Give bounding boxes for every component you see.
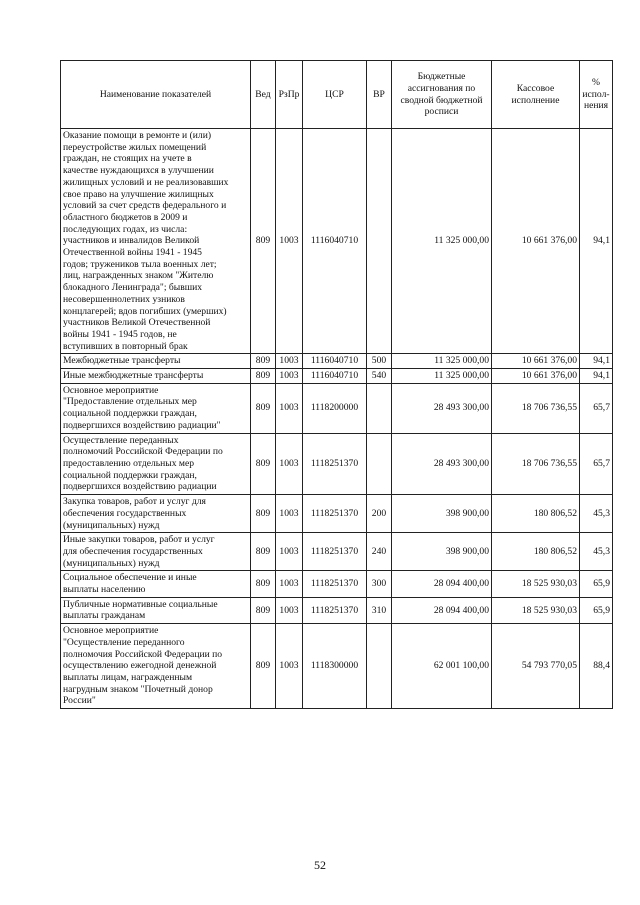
cell-pct: 88,4 [580,624,613,709]
table-row [61,571,613,597]
cell-rzpr: 1003 [276,369,303,384]
cell-ved: 809 [251,433,276,495]
header-pct: % испол-нения [580,61,613,129]
cell-cash: 180 806,52 [492,495,580,533]
cell-vr: 540 [367,369,392,384]
table-row [61,354,613,369]
cell-name: Основное мероприятие "Предоставление отдельных мер социальной поддержки граждан, подвергшихся воздействию радиации" [61,383,251,433]
cell-cash: 54 793 770,05 [492,624,580,709]
cell-name: Публичные нормативные социальные выплаты гражданам [61,597,251,623]
cell-name: Оказание помощи в ремонте и (или) переустройстве жилых помещений граждан, не стоящих на учете в качестве нуждающихся в улучшении жилищных условий и не реализовавших свое право на улучшение жилищных условий за счет средств федерального и областного бюджетов в 2009 и последующих годах, из числа: участников и инвалидов Великой Отечественной войны 1941 - 1945 годов; тружеников тыла военных лет; лиц, награжденных знаком "Жителю блокадного Ленинграда"; бывших несовершеннолетних узников концлагерей; вдов погибших (умерших) участников Великой Отечественной войны 1941 - 1945 годов, не вступивших в повторный брак [61,129,251,354]
table-row [61,597,613,623]
cell-cash: 18 525 930,03 [492,597,580,623]
cell-rzpr: 1003 [276,597,303,623]
cell-csr: 1118251370 [303,597,367,623]
cell-ved: 809 [251,597,276,623]
cell-ved: 809 [251,571,276,597]
cell-name: Иные межбюджетные трансферты [61,369,251,384]
table-row [61,383,613,433]
cell-name: Осуществление переданных полномочий Российской Федерации по предоставлению отдельных мер социальной поддержки граждан, подвергшихся воздействию радиации [61,433,251,495]
cell-cash: 18 525 930,03 [492,571,580,597]
cell-pct: 94,1 [580,129,613,354]
cell-cash: 18 706 736,55 [492,383,580,433]
cell-budget: 28 094 400,00 [392,597,492,623]
header-vr: ВР [367,61,392,129]
cell-vr [367,129,392,354]
cell-pct: 94,1 [580,354,613,369]
table-row [61,495,613,533]
cell-csr: 1118300000 [303,624,367,709]
table-row [61,129,613,354]
cell-vr: 500 [367,354,392,369]
cell-pct: 45,3 [580,533,613,571]
cell-csr: 1118251370 [303,533,367,571]
cell-ved: 809 [251,533,276,571]
cell-budget: 398 900,00 [392,495,492,533]
table-row [61,533,613,571]
cell-pct: 94,1 [580,369,613,384]
cell-vr: 300 [367,571,392,597]
cell-name: Основное мероприятие "Осуществление переданного полномочия Российской Федерации по осуществлению ежегодной денежной выплаты лицам, награжденным нагрудным знаком "Почетный донор России" [61,624,251,709]
cell-name: Закупка товаров, работ и услуг для обеспечения государственных (муниципальных) нужд [61,495,251,533]
cell-budget: 11 325 000,00 [392,129,492,354]
cell-ved: 809 [251,369,276,384]
header-budget: Бюджетные ассигнования по сводной бюджетной росписи [392,61,492,129]
cell-ved: 809 [251,354,276,369]
header-rzpr: РзПр [276,61,303,129]
cell-ved: 809 [251,624,276,709]
cell-budget: 11 325 000,00 [392,369,492,384]
cell-name: Межбюджетные трансферты [61,354,251,369]
cell-ved: 809 [251,129,276,354]
table-body [61,129,613,709]
cell-budget: 28 493 300,00 [392,433,492,495]
cell-csr: 1116040710 [303,369,367,384]
header-csr: ЦСР [303,61,367,129]
cell-budget: 62 001 100,00 [392,624,492,709]
cell-csr: 1118251370 [303,433,367,495]
budget-execution-table [60,60,613,709]
cell-ved: 809 [251,383,276,433]
cell-vr [367,383,392,433]
cell-pct: 65,7 [580,433,613,495]
table-row [61,369,613,384]
header-cash: Кассовое исполнение [492,61,580,129]
cell-vr: 240 [367,533,392,571]
cell-vr [367,433,392,495]
cell-rzpr: 1003 [276,383,303,433]
cell-ved: 809 [251,495,276,533]
page-number: 52 [314,858,326,872]
header-ved: Вед [251,61,276,129]
cell-budget: 28 493 300,00 [392,383,492,433]
cell-budget: 11 325 000,00 [392,354,492,369]
header-row [61,61,613,129]
cell-vr: 200 [367,495,392,533]
cell-rzpr: 1003 [276,571,303,597]
cell-name: Социальное обеспечение и иные выплаты населению [61,571,251,597]
cell-cash: 10 661 376,00 [492,354,580,369]
cell-vr [367,624,392,709]
cell-cash: 18 706 736,55 [492,433,580,495]
cell-csr: 1118251370 [303,495,367,533]
cell-rzpr: 1003 [276,129,303,354]
cell-pct: 65,7 [580,383,613,433]
cell-csr: 1118200000 [303,383,367,433]
cell-pct: 45,3 [580,495,613,533]
cell-cash: 180 806,52 [492,533,580,571]
cell-rzpr: 1003 [276,354,303,369]
cell-cash: 10 661 376,00 [492,129,580,354]
cell-vr: 310 [367,597,392,623]
cell-budget: 28 094 400,00 [392,571,492,597]
cell-rzpr: 1003 [276,495,303,533]
cell-csr: 1116040710 [303,354,367,369]
table-row [61,433,613,495]
cell-name: Иные закупки товаров, работ и услуг для обеспечения государственных (муниципальных) нужд [61,533,251,571]
cell-rzpr: 1003 [276,533,303,571]
cell-csr: 1116040710 [303,129,367,354]
cell-csr: 1118251370 [303,571,367,597]
cell-pct: 65,9 [580,571,613,597]
cell-rzpr: 1003 [276,624,303,709]
cell-budget: 398 900,00 [392,533,492,571]
table-row [61,624,613,709]
cell-pct: 65,9 [580,597,613,623]
cell-rzpr: 1003 [276,433,303,495]
header-name: Наименование показателей [61,61,251,129]
cell-cash: 10 661 376,00 [492,369,580,384]
